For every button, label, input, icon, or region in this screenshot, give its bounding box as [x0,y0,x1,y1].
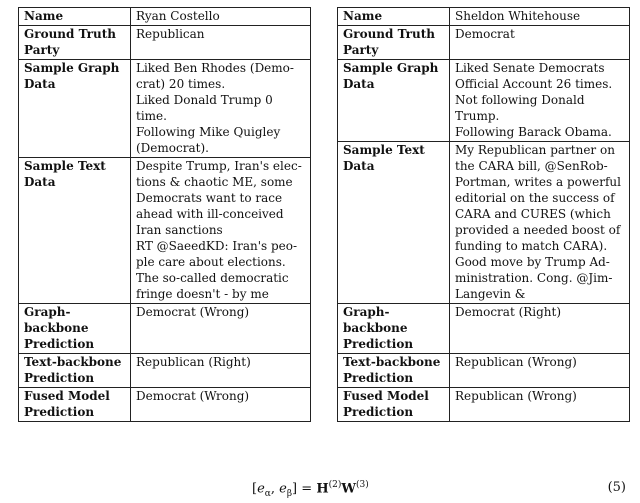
ground-truth-row [338,26,630,60]
row-value: My Republican partner on the CARA bill, @SenRob- Portman, writes a powerful editorial on the success of CARA and CURES (which provided a needed boost of funding to match CARA). Good move by Trump Ad- ministration. Cong. @Jim- Langevin & [450,142,630,304]
row-label: Graph- backbone Prediction [19,304,131,354]
row-label: Graph- backbone Prediction [338,304,450,354]
fused-prediction-row [19,388,311,422]
row-label: Sample Text Data [338,142,450,304]
row-value: Sheldon Whitehouse [450,8,630,26]
row-label: Fused Model Prediction [338,388,450,422]
row-label: Sample Graph Data [19,60,131,158]
name-row [338,8,630,26]
ground-truth-row [19,26,311,60]
row-value: Liked Senate Democrats Official Account 26 times. Not following Donald Trump. Following Barack Obama. [450,60,630,142]
graph-prediction-row [338,304,630,354]
row-value: Republican (Wrong) [450,388,630,422]
row-value: Republican (Wrong) [450,354,630,388]
equation-number: (5) [607,480,626,495]
row-value: Democrat (Right) [450,304,630,354]
name-row [19,8,311,26]
row-label: Name [19,8,131,26]
equation-5 [0,480,640,500]
row-label: Ground Truth Party [338,26,450,60]
text-prediction-row [19,354,311,388]
row-value: Liked Ben Rhodes (Demo- crat) 20 times. Liked Donald Trump 0 time. Following Mike Quigley (Democrat). [131,60,311,158]
text-prediction-row [338,354,630,388]
row-value: Democrat [450,26,630,60]
equation-body: [$e_\alpha$, $e_\beta] = H^{(2)}W^{(3)}$ [252,480,369,499]
fused-prediction-row [338,388,630,422]
graph-data-row [19,60,311,158]
row-label: Text-backbone Prediction [338,354,450,388]
row-value: Republican [131,26,311,60]
row-label: Sample Text Data [19,158,131,304]
right-case-table [337,7,630,422]
row-label: Ground Truth Party [19,26,131,60]
row-label: Name [338,8,450,26]
graph-data-row [338,60,630,142]
row-label: Text-backbone Prediction [19,354,131,388]
row-value: Republican (Right) [131,354,311,388]
row-label: Sample Graph Data [338,60,450,142]
left-case-table [18,7,311,422]
row-label: Fused Model Prediction [19,388,131,422]
text-data-row [19,158,311,304]
row-value: Despite Trump, Iran's elec- tions & chaotic ME, some Democrats want to race ahead with ill-conceived Iran sanctions RT @SaeedKD: Iran's peo- ple care about elections. The so-called democratic fringe doesn't - by me [131,158,311,304]
text-data-row [338,142,630,304]
graph-prediction-row [19,304,311,354]
row-value: Democrat (Wrong) [131,304,311,354]
row-value: Ryan Costello [131,8,311,26]
row-value: Democrat (Wrong) [131,388,311,422]
